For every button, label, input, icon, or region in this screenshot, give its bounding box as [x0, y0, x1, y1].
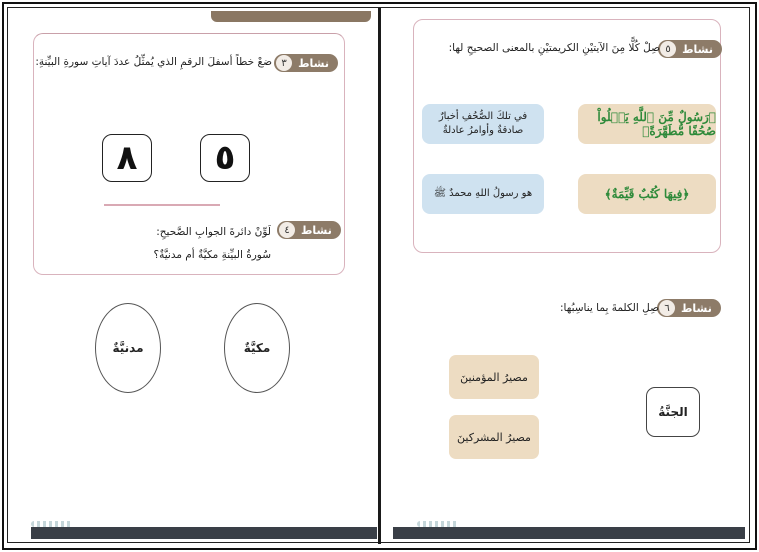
activity-5-badge	[658, 40, 722, 58]
phrase-card-believers[interactable]: مصيرُ المؤمنينَ	[449, 355, 539, 399]
activity-3-label: نشاط	[298, 56, 329, 70]
number-option-eight[interactable]: ٨	[102, 134, 152, 182]
verse-card-2[interactable]: ﴿فِيهَا كُتُبٌ قَيِّمَةٌ﴾	[578, 174, 716, 214]
section-divider	[104, 204, 220, 206]
verse-card-1[interactable]: ﴿رَسُولٌ مِّنَ ٱللَّهِ يَتۡلُواْ صُحُفًا مُّطَهَّرَةً﴾	[578, 104, 716, 144]
activity-4-question: سُورةُ البيِّنةِ مكيَّةٌ أم مدنيَّةٌ؟	[153, 249, 271, 261]
activity-4-badge	[277, 221, 341, 239]
bottom-decorative-band	[393, 527, 745, 539]
activity-6-number: ٦	[659, 300, 675, 316]
activity-5-label: نشاط	[682, 42, 713, 56]
activity-3-badge	[274, 54, 338, 72]
activity-6-label: نشاط	[681, 301, 712, 315]
activity-5-card	[413, 19, 721, 253]
number-option-five[interactable]: ٥	[200, 134, 250, 182]
activity-4-instruction: لَوِّنْ دائرةَ الجوابِ الصَّحيحِ:	[156, 226, 271, 238]
phrase-card-polytheists[interactable]: مصيرُ المشركينَ	[449, 415, 539, 459]
activity-5-instruction: صِلْ كُلًّا مِنَ الآيتيْنِ الكريمتيْنِ بالمعنى الصحيحِ لها:	[448, 42, 660, 54]
bottom-decorative-band	[31, 527, 377, 539]
left-page	[11, 11, 377, 539]
activity-3-number: ٣	[276, 55, 292, 71]
activity-3-instruction: ضعْ خطاً أسفلَ الرقمِ الذي يُمثِّلُ عددَ آياتِ سورةِ البيِّنةِ:	[35, 56, 272, 68]
activity-6-badge	[657, 299, 721, 317]
activity-4-label: نشاط	[301, 223, 332, 237]
activity-4-number: ٤	[279, 222, 295, 238]
meaning-card-2[interactable]: هو رسولُ اللهِ محمدٌ ﷺ	[422, 174, 544, 214]
right-page	[383, 11, 747, 539]
page-divider	[378, 8, 381, 544]
word-box-paradise[interactable]: الجنَّةُ	[646, 387, 700, 437]
activity-6-instruction: صِلِ الكلمةَ بِما يناسِبُها:	[560, 302, 659, 314]
answer-circle-madani[interactable]: مدنيَّةٌ	[95, 303, 161, 393]
answer-circle-makki[interactable]: مكيَّةٌ	[224, 303, 290, 393]
activity-5-number: ٥	[660, 41, 676, 57]
meaning-card-1[interactable]: في تلكَ الصُّحُفِ أخبارٌ صادقةٌ وأوامرُ عادلةٌ	[422, 104, 544, 144]
top-decorative-band	[211, 11, 371, 22]
